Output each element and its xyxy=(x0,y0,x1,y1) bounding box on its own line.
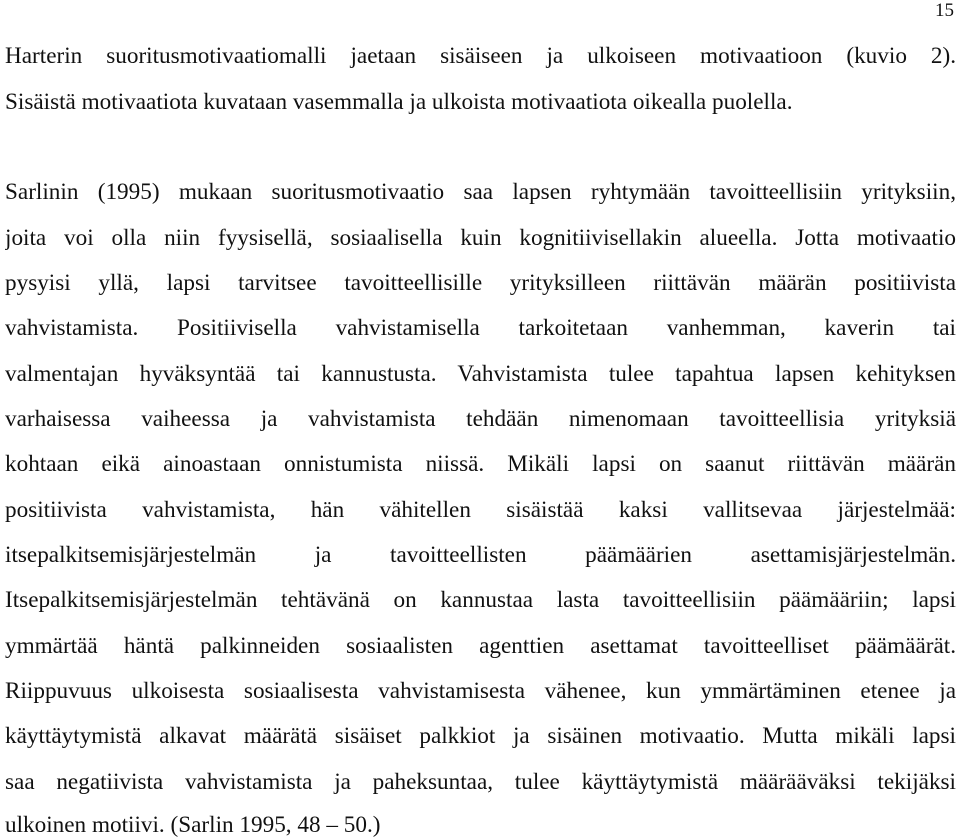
text-line: valmentajan hyväksyntää tai kannustusta. Vahvistamista tulee tapahtua lapsen kehityksen xyxy=(5,361,956,387)
text-line: ymmärtää häntä palkinneiden sosiaalisten agenttien asettamat tavoitteelliset päämäärät. xyxy=(5,633,956,659)
text-line: Itsepalkitsemisjärjestelmän tehtävänä on kannustaa lasta tavoitteellisiin päämääriin; lapsi xyxy=(5,587,956,613)
text-line: positiivista vahvistamista, hän vähitellen sisäistää kaksi vallitsevaa järjestelmää: xyxy=(5,497,956,523)
text-line: Harterin suoritusmotivaatiomalli jaetaan sisäiseen ja ulkoiseen motivaatioon (kuvio 2). xyxy=(5,43,956,69)
text-line: Sarlinin (1995) mukaan suoritusmotivaatio saa lapsen ryhtymään tavoitteellisiin yrityksiin, xyxy=(5,179,956,205)
text-line: saa negatiivista vahvistamista ja paheksuntaa, tulee käyttäytymistä määrääväksi tekijäksi xyxy=(5,769,956,795)
page-number: 15 xyxy=(935,0,954,21)
text-line: kohtaan eikä ainoastaan onnistumista niissä. Mikäli lapsi on saanut riittävän määrän xyxy=(5,451,956,477)
text-line: Sisäistä motivaatiota kuvataan vasemmalla ja ulkoista motivaatiota oikealla puolella. xyxy=(5,89,793,115)
text-line: vahvistamista. Positiivisella vahvistamisella tarkoitetaan vanhemman, kaverin tai xyxy=(5,315,956,341)
text-line: Riippuvuus ulkoisesta sosiaalisesta vahvistamisesta vähenee, kun ymmärtäminen etenee ja xyxy=(5,678,956,704)
text-line: joita voi olla niin fyysisellä, sosiaalisella kuin kognitiivisellakin alueella. Jotta motivaatio xyxy=(5,225,956,251)
text-line: varhaisessa vaiheessa ja vahvistamista tehdään nimenomaan tavoitteellisia yrityksiä xyxy=(5,406,956,432)
text-line: itsepalkitsemisjärjestelmän ja tavoitteellisten päämäärien asettamisjärjestelmän. xyxy=(5,542,956,568)
text-line: pysyisi yllä, lapsi tarvitsee tavoitteellisille yrityksilleen riittävän määrän positiivista xyxy=(5,270,956,296)
text-line: käyttäytymistä alkavat määrätä sisäiset palkkiot ja sisäinen motivaatio. Mutta mikäli lapsi xyxy=(5,723,956,749)
text-line: ulkoinen motiivi. (Sarlin 1995, 48 – 50.) xyxy=(5,812,381,838)
